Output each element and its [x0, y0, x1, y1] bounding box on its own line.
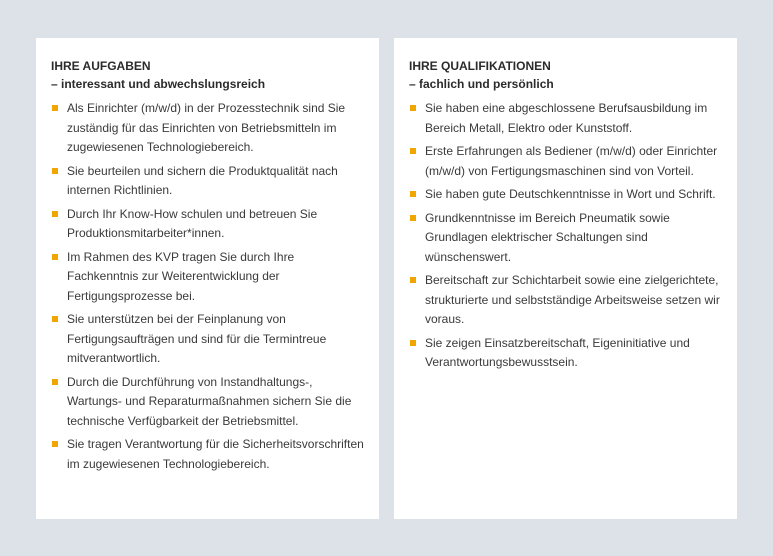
square-bullet-icon: [410, 340, 416, 346]
square-bullet-icon: [410, 215, 416, 221]
list-item: Sie haben gute Deutschkenntnisse in Wort und Schrift.: [409, 185, 725, 205]
qualifications-subtitle: – fachlich und persönlich: [409, 77, 554, 91]
square-bullet-icon: [52, 105, 58, 111]
square-bullet-icon: [410, 148, 416, 154]
square-bullet-icon: [52, 316, 58, 322]
square-bullet-icon: [52, 211, 58, 217]
tasks-list: [51, 99, 367, 474]
qualifications-title: IHRE QUALIFIKATIONEN: [409, 59, 551, 73]
square-bullet-icon: [410, 105, 416, 111]
list-item: Sie haben eine abgeschlossene Berufsausbildung im Bereich Metall, Elektro oder Kunststoff.: [409, 99, 725, 138]
qualifications-list: [409, 99, 725, 373]
square-bullet-icon: [410, 277, 416, 283]
square-bullet-icon: [410, 191, 416, 197]
tasks-card: [36, 38, 379, 519]
list-item: Sie beurteilen und sichern die Produktqualität nach internen Richtlinien.: [51, 162, 367, 201]
tasks-subtitle: – interessant und abwechslungsreich: [51, 77, 266, 91]
list-item: Bereitschaft zur Schichtarbeit sowie eine zielgerichtete, strukturierte und selbstständige Arbeitsweise setzen wir voraus.: [409, 271, 725, 330]
list-item: Erste Erfahrungen als Bediener (m/w/d) oder Einrichter (m/w/d) von Fertigungsmaschinen sind von Vorteil.: [409, 142, 725, 181]
square-bullet-icon: [52, 254, 58, 260]
list-item: Durch die Durchführung von Instandhaltungs-, Wartungs- und Reparaturmaßnahmen sichern Sie die technische Verfügbarkeit der Betriebsmittel.: [51, 373, 367, 432]
list-item: Im Rahmen des KVP tragen Sie durch Ihre Fachkenntnis zur Weiterentwicklung der Fertigungsprozesse bei.: [51, 248, 367, 307]
square-bullet-icon: [52, 441, 58, 447]
list-item: Grundkenntnisse im Bereich Pneumatik sowie Grundlagen elektrischer Schaltungen sind wünschenswert.: [409, 209, 725, 268]
list-item: Sie zeigen Einsatzbereitschaft, Eigeninitiative und Verantwortungsbewusstsein.: [409, 334, 725, 373]
list-item: Sie tragen Verantwortung für die Sicherheitsvorschriften im zugewiesenen Technologiebereich.: [51, 435, 367, 474]
square-bullet-icon: [52, 379, 58, 385]
square-bullet-icon: [52, 168, 58, 174]
list-item: Sie unterstützen bei der Feinplanung von Fertigungsaufträgen und sind für die Termintreue mitverantwortlich.: [51, 310, 367, 369]
tasks-title: IHRE AUFGABEN: [51, 59, 151, 73]
list-item: Als Einrichter (m/w/d) in der Prozesstechnik sind Sie zuständig für das Einrichten von Betriebsmitteln im zugewiesenen Technologiebereich.: [51, 99, 367, 158]
list-item: Durch Ihr Know-How schulen und betreuen Sie Produktionsmitarbeiter*innen.: [51, 205, 367, 244]
qualifications-card: [394, 38, 737, 519]
